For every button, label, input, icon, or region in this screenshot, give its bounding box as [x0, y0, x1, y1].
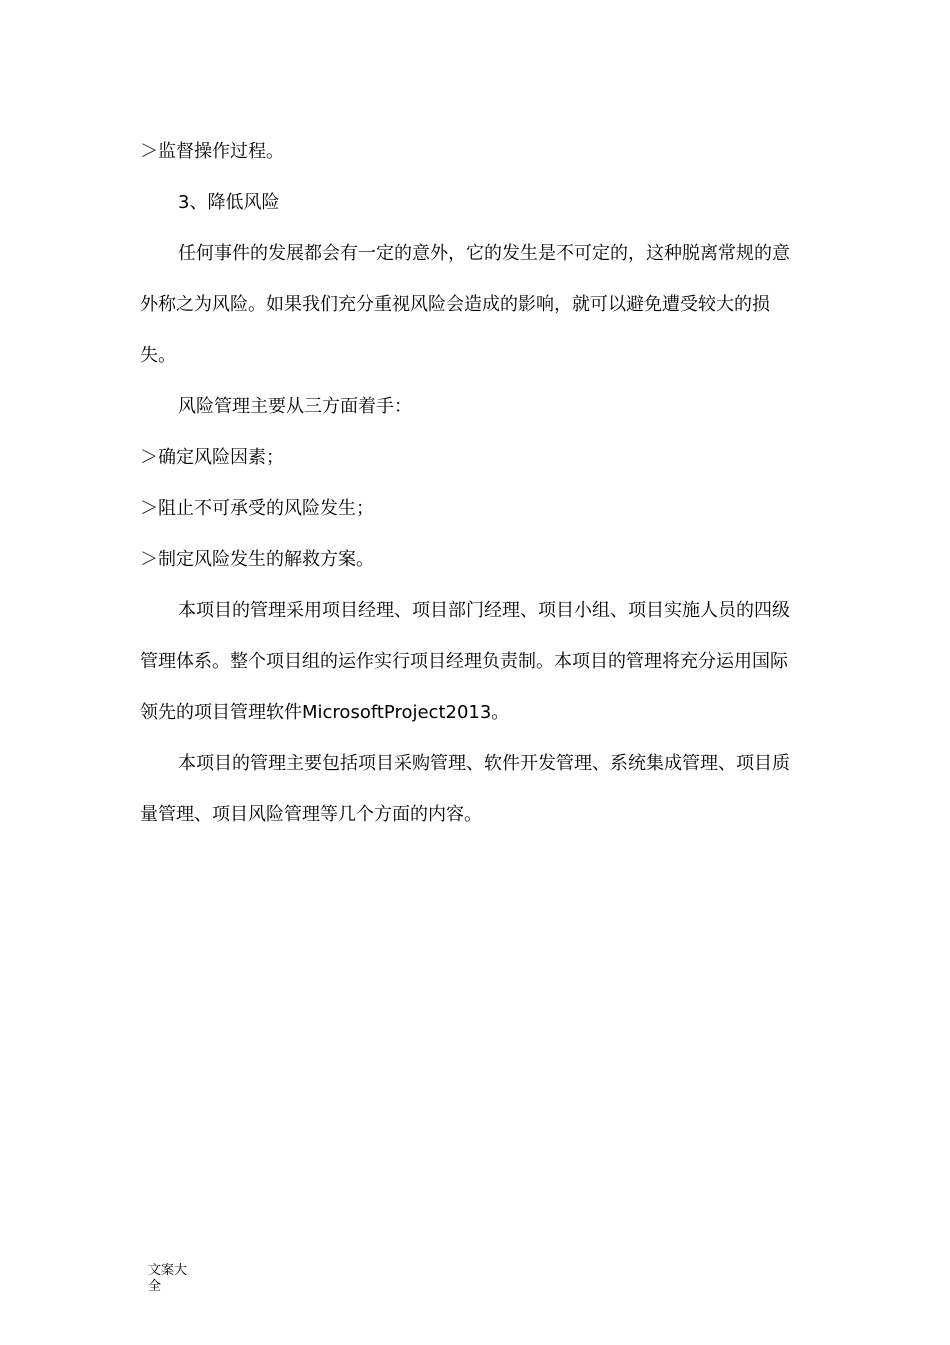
bullet-prevent-unbearable-risk: ＞阻止不可承受的风险发生；	[140, 498, 374, 519]
document-body	[140, 126, 792, 840]
bullet-monitor-process: ＞监督操作过程。	[140, 141, 284, 162]
bullet-risk-rescue-plan: ＞制定风险发生的解救方案。	[140, 549, 374, 570]
bullet-identify-risk-factors: ＞确定风险因素；	[140, 447, 284, 468]
paragraph-management-scope: 本项目的管理主要包括项目采购管理、软件开发管理、系统集成管理、项目质量管理、项目风险管理等几个方面的内容。	[140, 753, 790, 825]
section-heading-reduce-risk: 3、降低风险	[178, 192, 280, 213]
paragraph-management-system: 本项目的管理采用项目经理、项目部门经理、项目小组、项目实施人员的四级管理体系。整个项目组的运作实行项目经理负责制。本项目的管理将充分运用国际领先的项目管理软件MicrosoftProject2013。	[140, 600, 790, 723]
page-footer-label: 文案大全	[148, 1263, 188, 1294]
paragraph-risk-definition: 任何事件的发展都会有一定的意外，它的发生是不可定的，这种脱离常规的意外称之为风险。如果我们充分重视风险会造成的影响，就可以避免遭受较大的损失。	[140, 243, 790, 366]
paragraph-risk-management-intro: 风险管理主要从三方面着手：	[178, 396, 412, 417]
